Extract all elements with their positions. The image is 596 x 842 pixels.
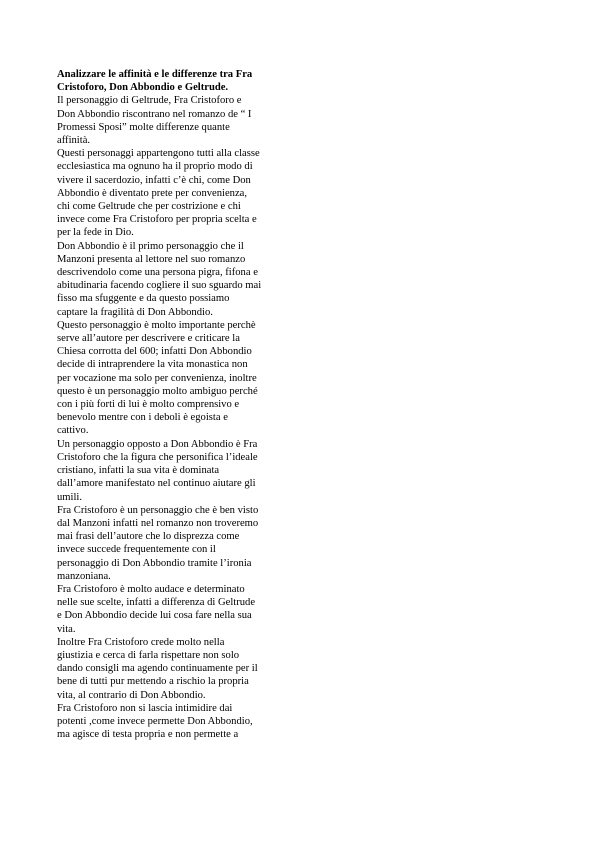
- body-line: e Don Abbondio decide lui cosa fare nella sua: [57, 610, 252, 622]
- body-text: [57, 94, 293, 741]
- body-line: vivere il sacerdozio, infatti c’è chi, come Don: [57, 174, 251, 186]
- body-line: captare la fragilità di Don Abbondio.: [57, 306, 213, 318]
- body-line: Inoltre Fra Cristoforo crede molto nella: [57, 636, 225, 648]
- body-line: chi come Geltrude che per costrizione e chi: [57, 201, 241, 213]
- body-line: vita, al contrario di Don Abbondio.: [57, 689, 206, 701]
- body-line: mai frasi dell’autore che lo disprezza come: [57, 531, 240, 543]
- body-line: potenti ,come invece permette Don Abbondio,: [57, 715, 253, 727]
- body-line: Chiesa corrotta del 600; infatti Don Abbondio: [57, 346, 252, 358]
- body-line: per vocazione ma solo per convenienza, inoltre: [57, 372, 257, 384]
- title-line: Cristoforo, Don Abbondio e Geltrude.: [57, 82, 229, 94]
- document-body: [57, 68, 293, 741]
- body-line: Fra Cristoforo non si lascia intimidire dai: [57, 702, 233, 714]
- body-line: affinità.: [57, 135, 91, 147]
- body-line: giustizia e cerca di farla rispettare non solo: [57, 649, 240, 661]
- body-line: Questi personaggi appartengono tutti alla classe: [57, 148, 260, 160]
- body-line: Don Abbondio riscontrano nel romanzo de “ I: [57, 108, 252, 120]
- body-line: manzoniana.: [57, 570, 111, 582]
- body-line: Cristoforo che la figura che personifica l’ideale: [57, 451, 258, 463]
- body-line: per la fede in Dio.: [57, 227, 134, 239]
- body-line: invece succede frequentemente con il: [57, 544, 216, 556]
- body-line: personaggio di Don Abbondio tramite l’ironia: [57, 557, 252, 569]
- title-line: Analizzare le affinità e le differenze tra Fra: [57, 69, 253, 80]
- body-line: dall’amore manifestato nel continuo aiutare gli: [57, 478, 256, 490]
- body-line: invece come Fra Cristoforo per propria scelta e: [57, 214, 257, 226]
- body-line: Abbondio è diventato prete per convenienza,: [57, 187, 248, 199]
- body-line: vita.: [57, 623, 76, 635]
- body-line: benevolo mentre con i deboli è egoista e: [57, 412, 228, 424]
- body-line: umili.: [57, 491, 83, 503]
- body-line: Questo personaggio è molto importante perchè: [57, 319, 256, 331]
- body-line: Fra Cristoforo è molto audace e determinato: [57, 583, 245, 595]
- body-line: decide di intraprendere la vita monastica non: [57, 359, 248, 371]
- body-line: Il personaggio di Geltrude, Fra Cristoforo e: [57, 95, 242, 107]
- body-line: dal Manzoni infatti nel romanzo non troveremo: [57, 517, 259, 529]
- body-line: Don Abbondio è il primo personaggio che il: [57, 240, 244, 252]
- body-line: Un personaggio opposto a Don Abbondio è Fra: [57, 438, 258, 450]
- body-line: cristiano, infatti la sua vita è dominata: [57, 465, 220, 477]
- body-line: questo è un personaggio molto ambiguo perché: [57, 385, 258, 397]
- body-line: Manzoni presenta al lettore nel suo romanzo: [57, 253, 246, 265]
- body-line: bene di tutti pur mettendo a rischio la propria: [57, 676, 249, 688]
- body-line: abitudinaria facendo cogliere il suo sguardo mai: [57, 280, 262, 292]
- body-line: ecclesiastica ma ognuno ha il proprio modo di: [57, 161, 253, 173]
- body-line: fisso ma sfuggente e da questo possiamo: [57, 293, 230, 305]
- body-line: dando consigli ma agendo continuamente per il: [57, 663, 258, 675]
- body-line: serve all’autore per descrivere e criticare la: [57, 333, 240, 345]
- body-line: con i più forti di lui è molto comprensivo e: [57, 399, 240, 411]
- body-line: cattivo.: [57, 425, 89, 437]
- body-line: descrivendolo come una persona pigra, fifona e: [57, 267, 258, 279]
- body-line: Fra Cristoforo è un personaggio che è ben visto: [57, 504, 259, 516]
- body-line: nelle sue scelte, infatti a differenza di Geltrude: [57, 597, 256, 609]
- body-line: Promessi Sposi” molte differenze quante: [57, 121, 230, 133]
- body-line: ma agisce di testa propria e non permette a: [57, 729, 239, 741]
- document-title: [57, 68, 293, 94]
